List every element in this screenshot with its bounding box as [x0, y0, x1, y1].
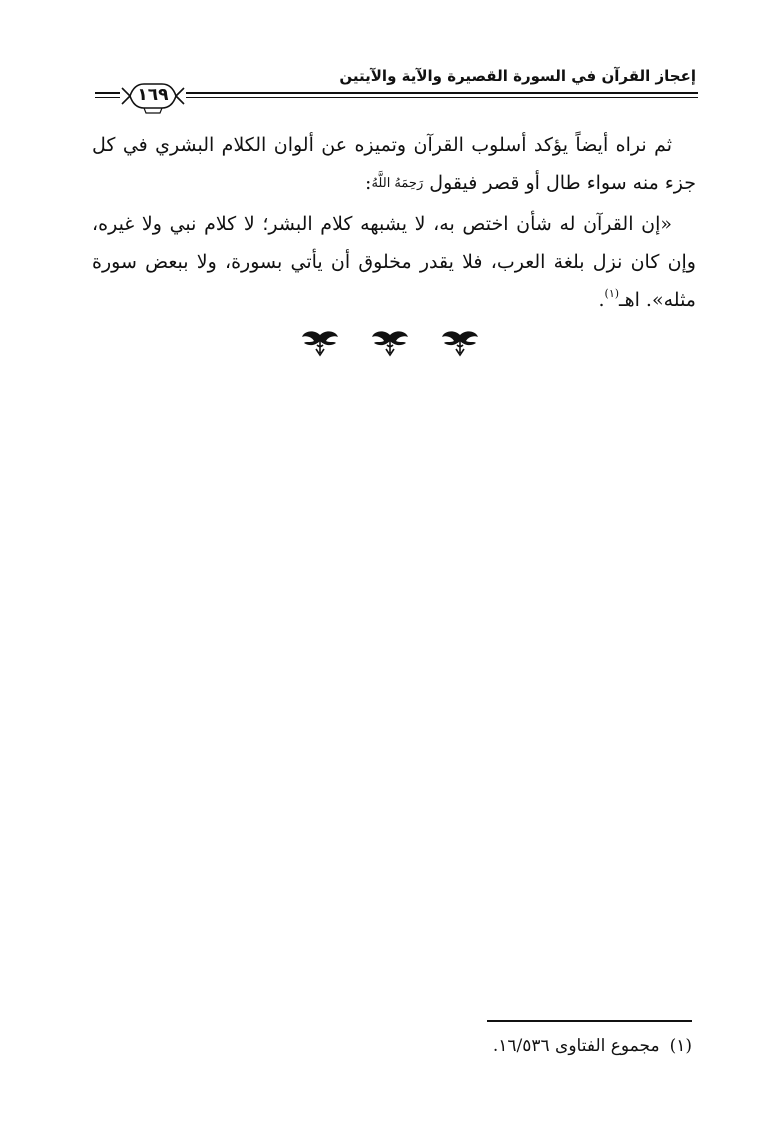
body-text	[92, 126, 696, 319]
header-rule-left-top	[95, 92, 120, 94]
quote-period: .	[598, 289, 605, 311]
footnote-separator	[487, 1020, 692, 1022]
footnote-marker: (١)	[669, 1036, 692, 1056]
quote-text: «إن القرآن له شأن اختص به، لا يشبهه كلام البشر؛ لا كلام نبي ولا غيره، وإن كان نزل بلغة العرب، فلا يقدر مخلوق أن يأتي بسورة، ولا ببعض سورة مثله». اهـ	[92, 213, 696, 311]
running-title: إعجاز القرآن في السورة القصيرة والآية والآيتين	[339, 67, 696, 85]
paragraph-intro-colon: :	[365, 172, 372, 194]
header-rule-bottom	[186, 97, 698, 98]
page-number-badge	[120, 78, 186, 114]
footnote-text: مجموع الفتاوى ١٦/٥٣٦.	[492, 1036, 660, 1056]
header-rule-left-bottom	[95, 97, 120, 98]
header-rule-top	[186, 92, 698, 94]
paragraph-intro	[92, 126, 696, 203]
honorific-mark: رَحِمَهُ اللَّهُ	[371, 176, 424, 191]
paragraph-quote	[92, 205, 696, 319]
page-number: ١٦٩	[137, 85, 169, 105]
fleuron-icon	[300, 329, 340, 359]
footnote	[292, 1034, 692, 1058]
fleuron-icon	[370, 329, 410, 359]
paragraph-intro-text: ثم نراه أيضاً يؤكد أسلوب القرآن وتميزه عن ألوان الكلام البشري في كل جزء منه سواء طال أو قصر فيقول	[92, 134, 696, 194]
fleuron-icon	[440, 329, 480, 359]
section-ornaments	[300, 326, 480, 362]
footnote-reference[interactable]: (١)	[604, 287, 620, 300]
